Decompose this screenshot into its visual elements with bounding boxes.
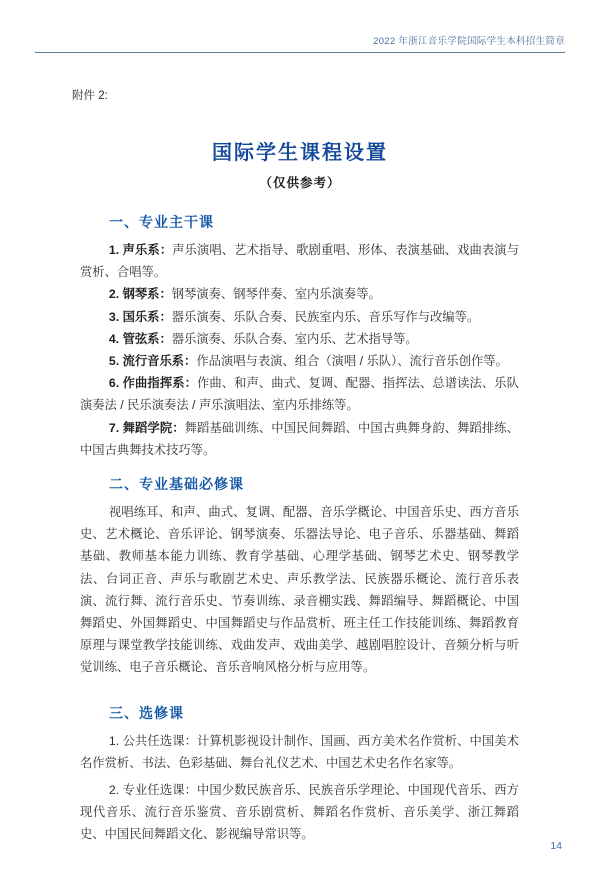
section-heading-main-courses: 一、专业主干课 [109, 214, 214, 230]
course-item-label: 4. 管弦系： [108, 331, 172, 346]
course-item-label: 7. 舞蹈学院： [108, 420, 185, 435]
page-header [35, 0, 565, 53]
header-divider [35, 52, 565, 53]
course-item-label: 3. 国乐系： [108, 309, 172, 324]
course-item-label: 1. 声乐系： [108, 243, 173, 257]
course-item-text: 作曲、和声、曲式、复调、配器、指挥法、总谱读法、乐队演奏法 / 民乐演奏法 / 声乐演唱法、室内乐排练等。 [80, 376, 519, 413]
elective-item-public [80, 730, 519, 774]
course-item-orchestra [80, 328, 519, 350]
section-basic-required-courses [80, 474, 519, 679]
basic-required-paragraph: 视唱练耳、和声、曲式、复调、配器、音乐学概论、中国音乐史、西方音乐史、艺术概论、音乐评论、钢琴演奏、乐器法导论、电子音乐、乐器基础、舞蹈基础、教师基本能力训练、教育学基础、心理学基础、钢琴艺术史、钢琴教学法、台词正音、声乐与歌剧艺术史、声乐教学法、民族器乐概论、流行音乐表演、流行舞、流行音乐史、节奏训练、录音棚实践、舞蹈编导、舞蹈概论、中国舞蹈史、外国舞蹈史、中国舞蹈史与作品赏析、班主任工作技能训练、舞蹈教育原理与课堂教学技能训练、戏曲发声、戏曲美学、越剧唱腔设计、音频分析与听觉训练、电子音乐概论、音乐音响风格分析与应用等。 [80, 505, 519, 675]
course-item-text: 器乐演奏、乐队合奏、民族室内乐、音乐写作与改编等。 [171, 309, 480, 324]
elective-item-text: 中国少数民族音乐、民族音乐学理论、中国现代音乐、西方现代音乐、流行音乐鉴赏、音乐剧赏析、舞蹈名作赏析、音乐美学、浙江舞蹈史、中国民间舞蹈文化、影视编导常识等。 [80, 783, 519, 842]
document-subtitle: （仅供参考） [259, 176, 341, 190]
course-item-label: 6. 作曲指挥系： [108, 376, 197, 391]
section-elective-courses [80, 703, 519, 846]
course-item-text: 声乐演唱、艺术指导、歌剧重唱、形体、表演基础、戏曲表演与赏析、合唱等。 [80, 243, 519, 280]
attachment-label: 附件 2: [72, 90, 108, 102]
header-running-title: 2022 年浙江音乐学院国际学生本科招生简章 [373, 36, 565, 47]
course-item-label: 2. 钢琴系： [108, 287, 172, 302]
section-heading-electives: 三、选修课 [109, 704, 184, 721]
document-body [80, 212, 519, 846]
page-number: 14 [550, 840, 562, 852]
elective-item-label: 1. 公共任选课： [108, 733, 197, 748]
elective-item-text: 计算机影视设计制作、国画、西方美术名作赏析、中国美术名作赏析、书法、色彩基础、舞台礼仪艺术、中国艺术史名作名家等。 [80, 733, 519, 770]
course-item-text: 作品演唱与表演、组合（演唱 / 乐队）、流行音乐创作等。 [196, 354, 508, 369]
elective-item-label: 2. 专业任选课： [108, 783, 197, 798]
course-item-vocal [80, 239, 519, 283]
course-item-composition [80, 372, 519, 416]
elective-item-professional [80, 779, 519, 846]
section-heading-basic-required: 二、专业基础必修课 [109, 476, 244, 493]
course-item-text: 钢琴演奏、钢琴伴奏、室内乐演奏等。 [171, 287, 381, 302]
course-item-pop-music [80, 350, 519, 372]
course-item-text: 器乐演奏、乐队合奏、室内乐、艺术指导等。 [171, 331, 418, 346]
course-item-label: 5. 流行音乐系： [108, 354, 197, 369]
course-item-chinese-music [80, 306, 519, 328]
course-item-text: 舞蹈基础训练、中国民间舞蹈、中国古典舞身韵、舞蹈排练、中国古典舞技术技巧等。 [80, 420, 519, 457]
document-title: 国际学生课程设置 [212, 142, 388, 164]
course-item-piano [80, 283, 519, 305]
section-main-courses [80, 212, 519, 461]
course-item-dance [80, 417, 519, 461]
